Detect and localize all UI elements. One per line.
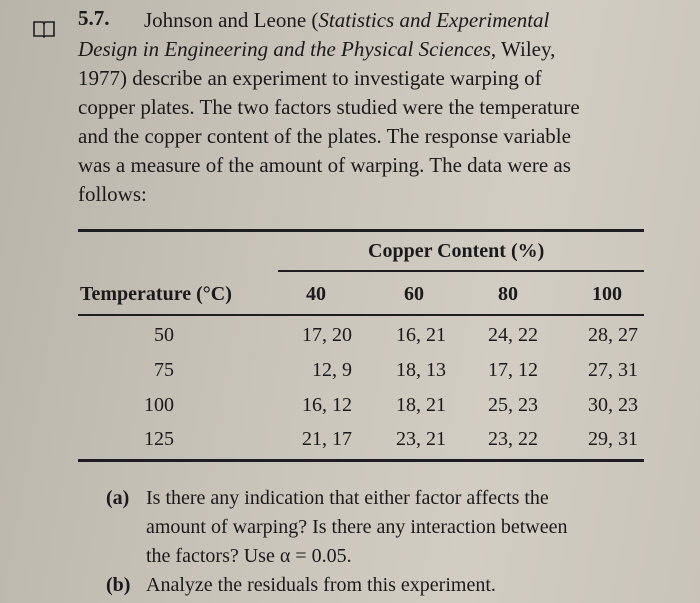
statement-line: copper plates. The two factors studied were the temperature: [78, 95, 580, 119]
question-label: (a): [106, 487, 130, 509]
temperature-cell: 125: [144, 428, 174, 450]
data-cell: 18, 21: [396, 394, 446, 416]
problem-statement: [78, 6, 658, 209]
question-text: Analyze the residuals from this experiment.: [146, 574, 496, 596]
statement-line: Design in Engineering and the Physical Sciences, Wiley,: [78, 37, 556, 61]
data-cell: 17, 20: [302, 324, 352, 346]
column-header: 40: [306, 283, 326, 305]
book-icon: [32, 20, 56, 38]
data-cell: 17, 12: [488, 359, 538, 381]
column-header: 100: [592, 283, 622, 305]
column-header: 60: [404, 283, 424, 305]
statement-line: 1977) describe an experiment to investigate warping of: [78, 66, 542, 90]
data-cell: 21, 17: [302, 428, 352, 450]
problem-number: 5.7.: [78, 6, 110, 30]
temperature-cell: 75: [154, 359, 174, 381]
data-cell: 16, 12: [302, 394, 352, 416]
data-cell: 23, 22: [488, 428, 538, 450]
question-text: Is there any indication that either factor affects the: [146, 487, 549, 509]
data-cell: 23, 21: [396, 428, 446, 450]
statement-line: was a measure of the amount of warping. The data were as: [78, 153, 571, 177]
question-text: amount of warping? Is there any interaction between: [146, 516, 568, 538]
data-cell: 12, 9: [312, 359, 352, 381]
question-b: [106, 571, 666, 600]
question-text: the factors? Use α = 0.05.: [146, 545, 352, 567]
statement-line: Johnson and Leone (Statistics and Experimental: [144, 8, 550, 32]
table-top-rule: [78, 229, 644, 232]
table-bottom-rule: [78, 459, 644, 462]
question-label: (b): [106, 574, 131, 596]
data-cell: 18, 13: [396, 359, 446, 381]
data-cell: 30, 23: [588, 394, 638, 416]
statement-line: and the copper content of the plates. The response variable: [78, 124, 571, 148]
spanner-header: Copper Content (%): [368, 240, 545, 262]
temperature-cell: 50: [154, 324, 174, 346]
header-rule: [78, 314, 644, 316]
row-header: Temperature (°C): [80, 283, 232, 305]
data-cell: 24, 22: [488, 324, 538, 346]
column-header: 80: [498, 283, 518, 305]
temperature-cell: 100: [144, 394, 174, 416]
data-cell: 16, 21: [396, 324, 446, 346]
question-a: [106, 484, 666, 571]
data-cell: 28, 27: [588, 324, 638, 346]
spanner-rule: [278, 270, 644, 272]
data-cell: 27, 31: [588, 359, 638, 381]
statement-line: follows:: [78, 182, 147, 206]
data-cell: 29, 31: [588, 428, 638, 450]
data-cell: 25, 23: [488, 394, 538, 416]
